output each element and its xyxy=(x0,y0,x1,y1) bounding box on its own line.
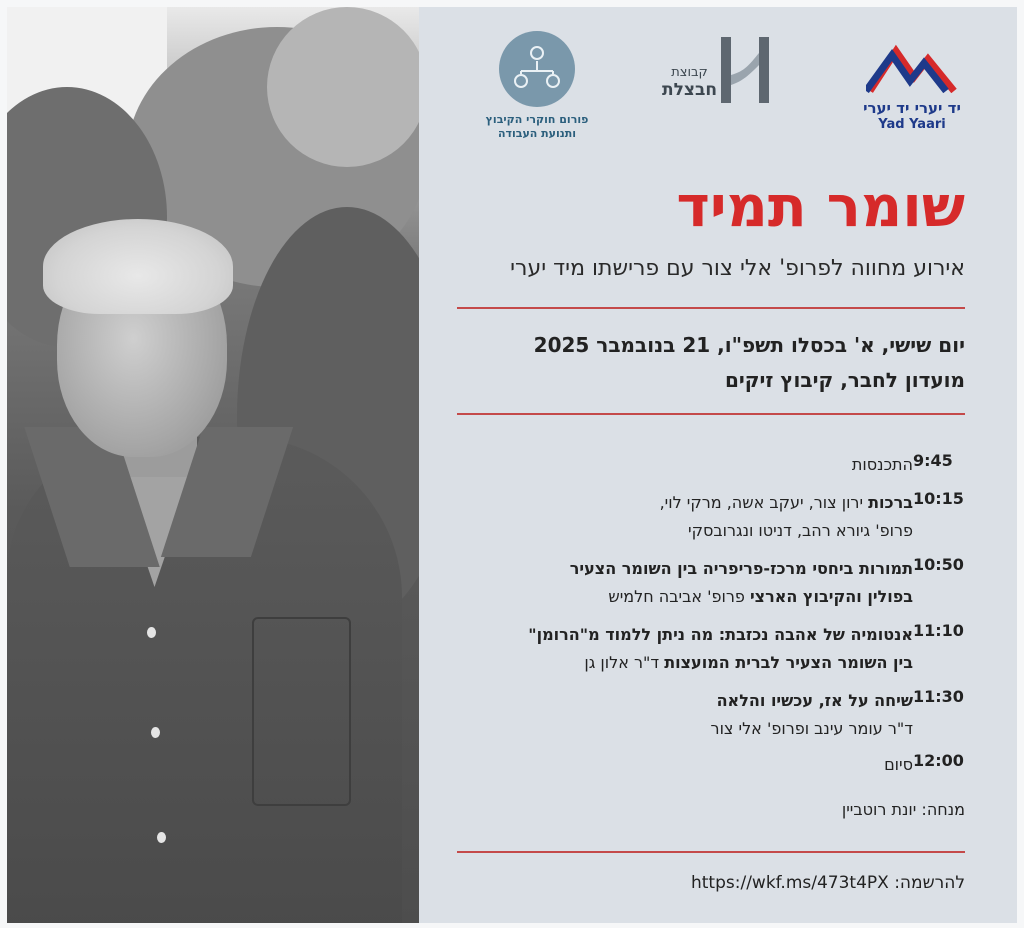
registration-link[interactable]: https://wkf.ms/473t4PX xyxy=(690,873,889,893)
event-date: יום שישי, א' בכסלו תשפ"ו, 21 בנובמבר 2025 xyxy=(533,333,965,357)
hevzelet-line1: קבוצת xyxy=(671,65,708,80)
program-heading: אנטומיה של אהבה נכזבת: מה ניתן ללמוד מ"הרומן" xyxy=(528,625,913,644)
event-subtitle: אירוע מחווה לפרופ' אלי צור עם פרישתו מיד יערי xyxy=(510,256,965,281)
yad-yaari-mountains-icon xyxy=(866,37,958,93)
program-speaker: ד"ר אלון גן xyxy=(584,653,665,672)
forum-line1: פורום חוקרי הקיבוץ xyxy=(485,113,589,126)
program-item xyxy=(445,751,965,779)
yad-yaari-english: Yad Yaari xyxy=(878,117,946,132)
program-text-line2: פרופ' גיורא רהב, דניטו ונגרובסקי xyxy=(688,521,913,540)
shirt-pocket xyxy=(252,617,351,806)
program-item xyxy=(445,687,965,743)
registration-label: להרשמה: xyxy=(894,873,965,893)
registration xyxy=(691,869,965,897)
hair xyxy=(43,219,233,314)
yad-yaari-logo xyxy=(857,37,967,132)
hevzelet-h-icon xyxy=(719,35,779,105)
program-time: 11:10 xyxy=(913,621,964,640)
shirt-button xyxy=(157,832,166,843)
program-time: 9:45 xyxy=(913,451,953,470)
foliage xyxy=(267,7,419,167)
yad-yaari-hebrew: יד יערי יד יערי xyxy=(863,99,961,117)
event-invitation xyxy=(7,7,1017,923)
program-item xyxy=(445,621,965,677)
portrait-photo xyxy=(7,7,419,923)
program-heading: שיחה על אז, עכשיו והלאה xyxy=(716,691,913,710)
forum-line2: ותנועת העבודה xyxy=(497,127,577,140)
shirt-button xyxy=(151,727,160,738)
program-time: 11:30 xyxy=(913,687,964,706)
program-item xyxy=(445,489,965,545)
hevzelet-line2: חבצלת xyxy=(661,80,717,100)
program-heading: ברכות xyxy=(868,493,913,512)
program-item xyxy=(445,555,965,611)
logo-strip xyxy=(420,31,1017,141)
program-schedule xyxy=(445,451,965,779)
shirt-button xyxy=(147,627,156,638)
info-panel xyxy=(420,7,1017,923)
program-heading: תמורות ביחסי מרכז-פריפריה בין השומר הצעיר xyxy=(569,559,913,578)
program-text: ירון צור, יעקב אשה, מרקי לוי, xyxy=(659,493,869,512)
program-time: 10:15 xyxy=(913,489,964,508)
divider xyxy=(457,851,965,853)
program-heading-line2: בין השומר הצעיר לברית המועצות xyxy=(664,653,913,672)
event-location: מועדון לחבר, קיבוץ זיקים xyxy=(724,368,965,392)
forum-logo xyxy=(477,31,597,141)
program-time: 12:00 xyxy=(913,751,964,770)
divider xyxy=(457,413,965,415)
network-people-icon xyxy=(499,31,575,107)
program-text: התכנסות xyxy=(851,455,913,474)
program-speaker: פרופ' אביבה חלמיש xyxy=(608,587,750,606)
program-item xyxy=(445,451,965,479)
program-text: סיום xyxy=(884,755,913,774)
program-heading-line2: בפולין והקיבוץ הארצי xyxy=(749,587,913,606)
moderator: מנחה: יונת רוטביין xyxy=(841,800,965,819)
event-title: שומר תמיד xyxy=(676,174,965,240)
divider xyxy=(457,307,965,309)
program-time: 10:50 xyxy=(913,555,964,574)
program-speaker: ד"ר עומר עינב ופרופ' אלי צור xyxy=(710,719,913,738)
